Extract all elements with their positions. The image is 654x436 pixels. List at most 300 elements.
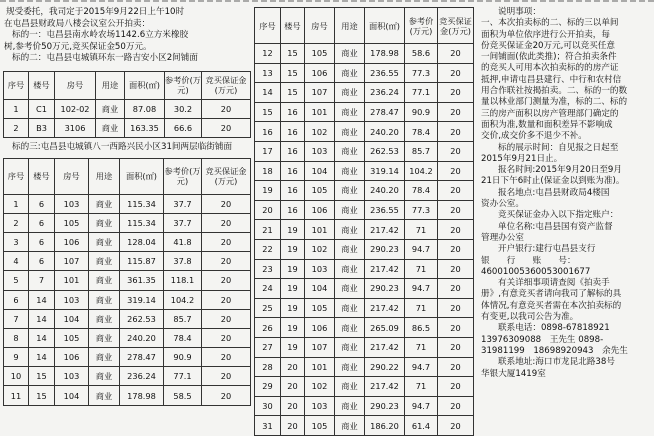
column-header: 面积(㎡) [125,71,165,99]
table-cell: 商业 [335,83,365,103]
table-cell: 20 [202,232,251,251]
table-cell: 15 [281,44,305,64]
table-cell: 5 [4,271,29,290]
table-cell: 115.34 [120,194,164,213]
column-header: 序号 [4,158,29,194]
table-cell: 15 [255,102,281,122]
table-row [4,348,251,367]
table-cell: 103 [305,259,335,279]
notes-line: 标的展示时间：自见报之日起至 [498,142,619,153]
table-cell: 7 [4,309,29,328]
table-cell: 商业 [89,290,120,309]
table-cell: 20 [438,122,474,142]
table-row [4,232,251,251]
table-cell: 商业 [335,44,365,64]
table-cell: 商业 [335,239,365,259]
table-cell: 商业 [335,181,365,201]
table-cell: 商业 [335,298,365,318]
table-cell: 商业 [335,141,365,161]
table-cell: 37.7 [164,213,202,232]
table-cell: 101 [55,271,89,290]
notes-line: 有关详细事项请查阅《拍卖手 [498,278,610,289]
table-row [255,279,474,299]
table-cell: 6 [29,213,55,232]
table-cell: 104 [55,309,89,328]
table-cell: 商业 [89,252,120,271]
table-cell: 2 [4,118,29,137]
table-cell: 19 [281,239,305,259]
table-cell: 71 [405,220,438,240]
table-cell: 66.6 [165,118,202,137]
table-cell: 103 [305,141,335,161]
table-cell: 217.42 [365,259,405,279]
table-cell: 16 [281,141,305,161]
table-cell: 107 [305,83,335,103]
table-cell: 290.23 [365,279,405,299]
table-cell: 94.7 [405,357,438,377]
table-cell: 17 [255,141,281,161]
table-cell: 28 [255,357,281,377]
table-cell: 19 [255,181,281,201]
table-cell: 商业 [89,328,120,347]
notes-line: 体情况,有意竞买者需在本次拍卖标的 [481,300,622,311]
table-row [4,328,251,347]
table-cell: 20 [438,63,474,83]
table-cell: 236.55 [365,63,405,83]
table-cell: 104 [55,386,89,405]
table-cell: 104.2 [405,161,438,181]
notes-line: 的竞买人可用本次拍卖标的的房产证 [481,63,619,74]
table-cell: 20 [438,44,474,64]
table-cell: 1 [4,194,29,213]
table-cell: 20 [202,213,251,232]
table-cell: 102-02 [55,99,96,118]
notes-line: 面积为单位依序进行公开拍卖，每 [481,29,610,40]
table-row [4,252,251,271]
notes-line: 交价,成交价多不退少不补。 [481,131,587,142]
table-cell: 20 [202,348,251,367]
column-header: 参考价(万元) [165,71,202,99]
table-cell: 104.2 [164,290,202,309]
lot1-description: 标的一：屯昌县南水岭农场1142.6立方米橡胶 [12,30,189,41]
table-cell: 106 [305,63,335,83]
table-cell: 19 [281,298,305,318]
table-row [255,83,474,103]
table-cell: 101 [305,357,335,377]
table-cell: 94.7 [405,239,438,259]
table-cell: 20 [202,309,251,328]
table-cell: 128.04 [120,232,164,251]
table-cell: 105 [305,181,335,201]
column-header: 用途 [335,8,365,44]
notes-line: 报名地点:屯昌县财政局4楼国 [498,187,610,198]
table-cell: 商业 [335,259,365,279]
notes-line: 31981199 18698920943 余先生 [481,345,628,356]
table-cell: 29 [255,377,281,397]
table-cell: 103 [305,396,335,416]
table-cell: 24 [255,279,281,299]
column-header: 房号 [55,71,96,99]
table-row [255,416,474,436]
table-cell: 商业 [335,200,365,220]
table-cell: 104 [305,161,335,181]
intro-line: 在屯昌县财政局八楼会议室公开拍卖： [4,18,151,29]
table-cell: 14 [29,290,55,309]
table-cell: 85.7 [405,141,438,161]
table-cell: 90.9 [164,348,202,367]
table-row [255,318,474,338]
table-cell: 20 [438,259,474,279]
table-cell: 265.09 [365,318,405,338]
table-cell: 15 [29,386,55,405]
table-row [255,259,474,279]
table-row [255,161,474,181]
table-cell: 217.42 [365,220,405,240]
notes-line: 量以林业部门测量为准，标的二、标的 [481,97,628,108]
table-cell: 8 [4,328,29,347]
notes-line: 46001005360053001677 [481,266,591,277]
lot1-description: 树,参考价50万元,竞买保证金50万元。 [4,41,152,52]
table-cell: 20 [281,396,305,416]
table-cell: 商业 [89,271,120,290]
table-cell: 102 [305,239,335,259]
table-cell: 77.1 [405,83,438,103]
table-cell: 商业 [89,194,120,213]
table-row [255,239,474,259]
table-cell: 20 [438,161,474,181]
table-cell: 19 [281,318,305,338]
table-cell: 商业 [89,309,120,328]
table-cell: 58.6 [405,44,438,64]
table-cell: 20 [202,271,251,290]
table-cell: 商业 [89,232,120,251]
table-cell: 77.3 [405,200,438,220]
table-cell: 20 [202,367,251,386]
table-cell: 262.53 [365,141,405,161]
lot3-table-part1 [3,158,251,406]
table-row [255,377,474,397]
notes-line: 面积为准,数量和面积差异不影响成 [481,119,613,130]
table-cell: 15 [281,83,305,103]
notes-line: 抵押,申请屯昌县建行、中行和农村信 [481,74,622,85]
intro-line: 规受委托，我司定于2015年9月22日上午10时 [6,7,185,17]
table-cell: 106 [305,200,335,220]
notes-line: 华银大厦1419室 [481,368,546,379]
notes-line: 21日下午6时止(保证金以到账为准)。 [481,176,625,187]
table-cell: 71 [405,337,438,357]
table-cell: 商业 [335,63,365,83]
table-cell: 6 [29,252,55,271]
table-cell: 25 [255,298,281,318]
table-cell: 217.42 [365,337,405,357]
table-cell: 18 [255,161,281,181]
table-cell: 20 [202,386,251,405]
table-cell: 106 [305,318,335,338]
table-cell: 240.20 [120,328,164,347]
table-row [255,200,474,220]
table-cell: 115.34 [120,213,164,232]
table-cell: 20 [438,200,474,220]
table-cell: 商业 [335,318,365,338]
table-cell: 商业 [335,122,365,142]
table-cell: 105 [305,44,335,64]
table-cell: 107 [305,337,335,357]
table-cell: 14 [29,309,55,328]
table-cell: 16 [281,181,305,201]
table-cell: 27 [255,337,281,357]
table-cell: 319.14 [120,290,164,309]
table-cell: 23 [255,259,281,279]
table-cell: 101 [305,220,335,240]
table-cell: 103 [55,194,89,213]
table-cell: 商业 [335,396,365,416]
table-cell: 103 [55,367,89,386]
table-cell: 61.4 [405,416,438,436]
intro-block [4,7,250,65]
table-row [4,271,251,290]
table-cell: 14 [29,328,55,347]
table-cell: 77.3 [405,63,438,83]
table-cell: 商业 [335,102,365,122]
table-cell: 20 [202,99,251,118]
table-cell: 20 [438,181,474,201]
table-cell: 14 [29,348,55,367]
table-cell: 262.53 [120,309,164,328]
table-cell: 2 [4,213,29,232]
table-cell: 15 [29,367,55,386]
table-cell: 105 [305,416,335,436]
table-cell: 58.5 [164,386,202,405]
table-cell: 20 [438,377,474,397]
table-cell: 240.20 [365,181,405,201]
table-cell: 4 [4,252,29,271]
column-header: 序号 [4,71,29,99]
table-cell: 20 [202,252,251,271]
table-cell: 20 [438,239,474,259]
notes-line: 有变更,以我司公告为准。 [481,312,579,323]
column-header: 序号 [255,8,281,44]
table-cell: 217.42 [365,377,405,397]
table-cell: 115.87 [120,252,164,271]
lot3-table-part2 [254,7,474,436]
table-row [255,298,474,318]
table-cell: 商业 [96,99,125,118]
notes-line: 2015年9月21日止。 [481,153,563,164]
table-cell: 商业 [96,118,125,137]
table-row [255,141,474,161]
table-cell: 20 [438,220,474,240]
table-row [4,309,251,328]
table-cell: B3 [29,118,55,137]
table-row [255,181,474,201]
table-cell: 87.08 [125,99,165,118]
column-header: 竞买保证金(万元) [438,8,474,44]
table-cell: 6 [29,232,55,251]
table-cell: 商业 [89,213,120,232]
table-cell: 6 [29,194,55,213]
table-cell: 104 [305,279,335,299]
table-cell: 26 [255,318,281,338]
table-cell: 商业 [89,367,120,386]
table-cell: 19 [281,279,305,299]
table-cell: 商业 [335,279,365,299]
table-cell: 19 [281,337,305,357]
table-row [255,122,474,142]
table-cell: 37.8 [164,252,202,271]
table-cell: 1 [4,99,29,118]
table-cell: 103 [55,290,89,309]
table-cell: 商业 [335,337,365,357]
table-row [255,102,474,122]
notes-line: 开户银行:建行屯昌县支行 [498,244,596,255]
table-cell: 86.5 [405,318,438,338]
column-header: 用途 [89,158,120,194]
notes-line: 一间铺面(依此类推)；符合拍卖条件 [481,52,617,63]
table-cell: C1 [29,99,55,118]
lot3-heading: 标的三:屯昌县屯城镇八一西路兴民小区31间两层临街铺面 [12,141,233,152]
lot2-table [3,71,251,138]
middle-column [253,0,475,431]
table-cell: 85.7 [164,309,202,328]
table-cell: 20 [438,396,474,416]
table-cell: 30.2 [165,99,202,118]
table-cell: 90.9 [405,102,438,122]
table-cell: 20 [281,377,305,397]
table-cell: 236.55 [365,200,405,220]
table-cell: 118.1 [164,271,202,290]
notes-line: 单位名称:屯昌县国有资产监督 [498,221,613,232]
table-cell: 186.20 [365,416,405,436]
table-cell: 19 [281,220,305,240]
notes-line: 三的房产面积以房产管理部门确定的 [481,108,619,119]
column-header: 楼号 [29,158,55,194]
column-header: 用途 [96,71,125,99]
column-header: 房号 [55,158,89,194]
table-cell: 20 [438,357,474,377]
notes-column [477,0,654,418]
notes-line: 13976309088 王先生 0898- [481,334,604,345]
table-cell: 290.23 [365,239,405,259]
table-cell: 290.23 [365,396,405,416]
table-cell: 102 [305,377,335,397]
notes-line: 用合作联社按揭拍卖。二、标的一的数 [481,86,628,97]
notes-title: 说明事项： [498,7,541,17]
table-row [4,194,251,213]
table-cell: 20 [202,290,251,309]
table-cell: 9 [4,348,29,367]
table-cell: 20 [438,83,474,103]
table-cell: 商业 [89,386,120,405]
table-cell: 77.1 [164,367,202,386]
table-cell: 94.7 [405,279,438,299]
column-header: 房号 [305,8,335,44]
notes-line: 一、本次拍卖标的二、标的三以单间 [481,18,619,29]
table-cell: 15 [281,63,305,83]
table-cell: 105 [55,328,89,347]
table-cell: 319.14 [365,161,405,181]
table-cell: 78.4 [405,181,438,201]
table-cell: 20 [438,337,474,357]
table-cell: 20 [438,416,474,436]
table-row [255,63,474,83]
table-row [4,367,251,386]
table-cell: 106 [55,232,89,251]
table-cell: 商业 [335,161,365,181]
table-row [4,118,251,137]
table-row [4,290,251,309]
table-cell: 236.24 [120,367,164,386]
table-cell: 16 [281,122,305,142]
table-cell: 13 [255,63,281,83]
table-cell: 178.98 [365,44,405,64]
table-cell: 19 [281,259,305,279]
notes-line: 管理办公室 [481,232,524,243]
table-cell: 20 [202,194,251,213]
column-header: 参考价(万元) [164,158,202,194]
table-cell: 16 [281,161,305,181]
table-cell: 37.7 [164,194,202,213]
table-cell: 20 [281,416,305,436]
table-row [255,337,474,357]
table-cell: 12 [255,44,281,64]
notes-line: 银 行 账 号： [481,255,576,266]
table-cell: 10 [4,367,29,386]
notes-line: 份竞买保证金20万元,可以竞买任意 [481,40,615,51]
table-cell: 78.4 [405,122,438,142]
table-cell: 78.4 [164,328,202,347]
table-cell: 21 [255,220,281,240]
table-cell: 240.20 [365,122,405,142]
table-cell: 6 [4,290,29,309]
notes-line: 报名时间:2015年9月20日至9月 [498,165,622,176]
table-cell: 商业 [335,377,365,397]
table-cell: 20 [255,200,281,220]
table-row [4,386,251,405]
table-cell: 20 [202,118,251,137]
notes-line: 册》,有意竞买者请向我司了解标的具 [481,289,622,300]
table-cell: 178.98 [120,386,164,405]
table-cell: 163.35 [125,118,165,137]
table-cell: 20 [202,328,251,347]
notes-block [477,7,654,380]
notes-line: 联系地址:海口市龙昆北路38号 [498,357,615,368]
table-row [4,213,251,232]
table-row [255,44,474,64]
column-header: 竞买保证金(万元) [202,71,251,99]
table-cell: 31 [255,416,281,436]
table-cell: 102 [305,122,335,142]
column-header: 参考价(万元) [405,8,438,44]
table-row [255,396,474,416]
column-header: 竞买保证金(万元) [202,158,251,194]
table-cell: 商业 [335,220,365,240]
column-header: 面积(㎡) [120,158,164,194]
table-cell: 7 [29,271,55,290]
lot2-heading: 标的二：屯昌县屯城镇环东一路吉安小区2间铺面 [12,53,198,64]
notes-line: 联系电话：0898-67818921 [498,323,610,334]
table-cell: 11 [4,386,29,405]
table-cell: 20 [281,357,305,377]
column-header: 面积(㎡) [365,8,405,44]
table-cell: 14 [255,83,281,103]
table-cell: 105 [305,298,335,318]
table-cell: 22 [255,239,281,259]
table-cell: 商业 [89,348,120,367]
table-cell: 20 [438,102,474,122]
table-cell: 20 [438,298,474,318]
table-cell: 20 [438,318,474,338]
table-cell: 101 [305,102,335,122]
